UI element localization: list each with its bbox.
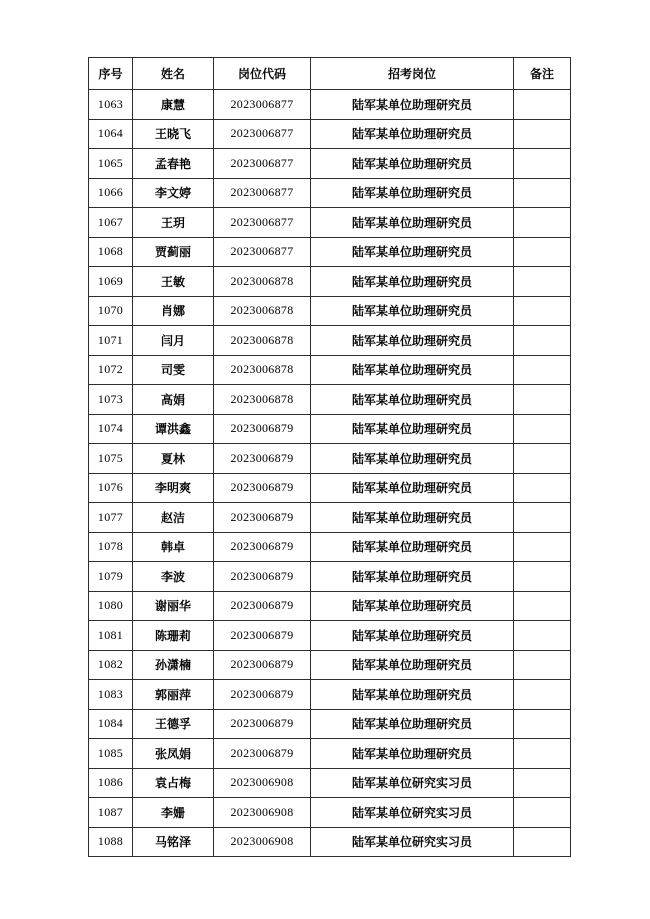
recruit-position-cell: 陆军某单位助理研究员 xyxy=(311,326,514,356)
recruit-position-cell: 陆军某单位助理研究员 xyxy=(311,178,514,208)
table-row xyxy=(89,149,571,179)
position-code-cell: 2023006879 xyxy=(214,562,311,592)
name-cell: 肖娜 xyxy=(133,296,214,326)
serial-cell: 1067 xyxy=(89,208,133,238)
position-code-cell: 2023006877 xyxy=(214,208,311,238)
recruit-position-cell: 陆军某单位助理研究员 xyxy=(311,709,514,739)
recruit-position-cell: 陆军某单位助理研究员 xyxy=(311,503,514,533)
table-row xyxy=(89,267,571,297)
table-body xyxy=(89,90,571,857)
remarks-cell xyxy=(514,503,571,533)
position-code-cell: 2023006877 xyxy=(214,178,311,208)
position-code-cell: 2023006879 xyxy=(214,473,311,503)
name-cell: 袁占梅 xyxy=(133,768,214,798)
serial-cell: 1075 xyxy=(89,444,133,474)
table-row xyxy=(89,562,571,592)
serial-cell: 1082 xyxy=(89,650,133,680)
name-cell: 李波 xyxy=(133,562,214,592)
remarks-cell xyxy=(514,296,571,326)
position-code-cell: 2023006877 xyxy=(214,119,311,149)
recruit-position-cell: 陆军某单位助理研究员 xyxy=(311,385,514,415)
recruit-position-cell: 陆军某单位助理研究员 xyxy=(311,562,514,592)
remarks-cell xyxy=(514,385,571,415)
table-row xyxy=(89,119,571,149)
remarks-cell xyxy=(514,267,571,297)
serial-cell: 1087 xyxy=(89,798,133,828)
remarks-cell xyxy=(514,709,571,739)
name-cell: 谢丽华 xyxy=(133,591,214,621)
position-code-cell: 2023006908 xyxy=(214,827,311,857)
serial-cell: 1068 xyxy=(89,237,133,267)
table-row xyxy=(89,237,571,267)
name-cell: 康慧 xyxy=(133,90,214,120)
name-cell: 王敏 xyxy=(133,267,214,297)
remarks-cell xyxy=(514,798,571,828)
table-row xyxy=(89,326,571,356)
serial-cell: 1079 xyxy=(89,562,133,592)
position-code-cell: 2023006879 xyxy=(214,503,311,533)
recruit-position-cell: 陆军某单位助理研究员 xyxy=(311,355,514,385)
name-cell: 张凤娟 xyxy=(133,739,214,769)
table-row xyxy=(89,591,571,621)
position-code-cell: 2023006878 xyxy=(214,385,311,415)
remarks-cell xyxy=(514,326,571,356)
table-row xyxy=(89,798,571,828)
position-code-cell: 2023006879 xyxy=(214,532,311,562)
remarks-cell xyxy=(514,768,571,798)
recruit-position-cell: 陆军某单位研究实习员 xyxy=(311,798,514,828)
position-code-cell: 2023006878 xyxy=(214,296,311,326)
remarks-cell xyxy=(514,621,571,651)
position-code-cell: 2023006879 xyxy=(214,414,311,444)
name-cell: 李文婷 xyxy=(133,178,214,208)
recruit-position-cell: 陆军某单位助理研究员 xyxy=(311,267,514,297)
recruit-position-cell: 陆军某单位助理研究员 xyxy=(311,591,514,621)
recruit-position-cell: 陆军某单位助理研究员 xyxy=(311,621,514,651)
name-cell: 王德孚 xyxy=(133,709,214,739)
name-cell: 郭丽萍 xyxy=(133,680,214,710)
serial-cell: 1085 xyxy=(89,739,133,769)
position-code-cell: 2023006879 xyxy=(214,739,311,769)
remarks-cell xyxy=(514,562,571,592)
remarks-cell xyxy=(514,178,571,208)
serial-cell: 1078 xyxy=(89,532,133,562)
recruit-position-cell: 陆军某单位助理研究员 xyxy=(311,473,514,503)
recruit-position-cell: 陆军某单位助理研究员 xyxy=(311,296,514,326)
name-cell: 王晓飞 xyxy=(133,119,214,149)
recruit-position-cell: 陆军某单位助理研究员 xyxy=(311,149,514,179)
name-cell: 闫月 xyxy=(133,326,214,356)
recruit-position-cell: 陆军某单位研究实习员 xyxy=(311,827,514,857)
table-header-row xyxy=(89,58,571,90)
position-code-cell: 2023006879 xyxy=(214,444,311,474)
table-row xyxy=(89,503,571,533)
serial-cell: 1086 xyxy=(89,768,133,798)
remarks-cell xyxy=(514,149,571,179)
position-code-cell: 2023006878 xyxy=(214,267,311,297)
remarks-cell xyxy=(514,739,571,769)
remarks-cell xyxy=(514,532,571,562)
table-row xyxy=(89,385,571,415)
remarks-cell xyxy=(514,827,571,857)
remarks-cell xyxy=(514,473,571,503)
name-cell: 马铭泽 xyxy=(133,827,214,857)
remarks-cell xyxy=(514,208,571,238)
recruit-position-cell: 陆军某单位助理研究员 xyxy=(311,739,514,769)
name-cell: 孙潇楠 xyxy=(133,650,214,680)
serial-cell: 1073 xyxy=(89,385,133,415)
table-row xyxy=(89,178,571,208)
name-cell: 陈珊莉 xyxy=(133,621,214,651)
position-code-cell: 2023006877 xyxy=(214,149,311,179)
serial-cell: 1088 xyxy=(89,827,133,857)
position-code-cell: 2023006877 xyxy=(214,90,311,120)
header-name: 姓名 xyxy=(133,58,214,90)
table-row xyxy=(89,650,571,680)
position-code-cell: 2023006879 xyxy=(214,709,311,739)
serial-cell: 1083 xyxy=(89,680,133,710)
name-cell: 贾蓟丽 xyxy=(133,237,214,267)
recruit-position-cell: 陆军某单位助理研究员 xyxy=(311,90,514,120)
header-remarks: 备注 xyxy=(514,58,571,90)
name-cell: 孟春艳 xyxy=(133,149,214,179)
recruit-position-cell: 陆军某单位助理研究员 xyxy=(311,680,514,710)
name-cell: 李明爽 xyxy=(133,473,214,503)
table-row xyxy=(89,208,571,238)
table-row xyxy=(89,473,571,503)
header-position-code: 岗位代码 xyxy=(214,58,311,90)
serial-cell: 1080 xyxy=(89,591,133,621)
serial-cell: 1077 xyxy=(89,503,133,533)
remarks-cell xyxy=(514,444,571,474)
remarks-cell xyxy=(514,119,571,149)
serial-cell: 1074 xyxy=(89,414,133,444)
table-row xyxy=(89,709,571,739)
table-row xyxy=(89,296,571,326)
serial-cell: 1070 xyxy=(89,296,133,326)
serial-cell: 1069 xyxy=(89,267,133,297)
remarks-cell xyxy=(514,414,571,444)
recruit-position-cell: 陆军某单位助理研究员 xyxy=(311,237,514,267)
position-code-cell: 2023006879 xyxy=(214,680,311,710)
remarks-cell xyxy=(514,237,571,267)
name-cell: 王玥 xyxy=(133,208,214,238)
name-cell: 高娟 xyxy=(133,385,214,415)
recruitment-roster-table xyxy=(88,57,571,857)
name-cell: 司雯 xyxy=(133,355,214,385)
position-code-cell: 2023006879 xyxy=(214,621,311,651)
table-row xyxy=(89,444,571,474)
table-row xyxy=(89,827,571,857)
table-row xyxy=(89,680,571,710)
table-row xyxy=(89,355,571,385)
remarks-cell xyxy=(514,591,571,621)
remarks-cell xyxy=(514,90,571,120)
name-cell: 赵洁 xyxy=(133,503,214,533)
name-cell: 谭洪鑫 xyxy=(133,414,214,444)
serial-cell: 1072 xyxy=(89,355,133,385)
name-cell: 韩卓 xyxy=(133,532,214,562)
recruit-position-cell: 陆军某单位助理研究员 xyxy=(311,414,514,444)
recruit-position-cell: 陆军某单位助理研究员 xyxy=(311,444,514,474)
table-row xyxy=(89,532,571,562)
serial-cell: 1076 xyxy=(89,473,133,503)
remarks-cell xyxy=(514,355,571,385)
name-cell: 李姗 xyxy=(133,798,214,828)
serial-cell: 1063 xyxy=(89,90,133,120)
serial-cell: 1065 xyxy=(89,149,133,179)
position-code-cell: 2023006908 xyxy=(214,768,311,798)
position-code-cell: 2023006878 xyxy=(214,326,311,356)
position-code-cell: 2023006877 xyxy=(214,237,311,267)
serial-cell: 1081 xyxy=(89,621,133,651)
recruit-position-cell: 陆军某单位研究实习员 xyxy=(311,768,514,798)
recruit-position-cell: 陆军某单位助理研究员 xyxy=(311,119,514,149)
recruit-position-cell: 陆军某单位助理研究员 xyxy=(311,650,514,680)
table-row xyxy=(89,414,571,444)
header-recruit-position: 招考岗位 xyxy=(311,58,514,90)
position-code-cell: 2023006878 xyxy=(214,355,311,385)
table-row xyxy=(89,768,571,798)
serial-cell: 1064 xyxy=(89,119,133,149)
position-code-cell: 2023006879 xyxy=(214,650,311,680)
position-code-cell: 2023006908 xyxy=(214,798,311,828)
table-row xyxy=(89,90,571,120)
recruit-position-cell: 陆军某单位助理研究员 xyxy=(311,208,514,238)
recruit-position-cell: 陆军某单位助理研究员 xyxy=(311,532,514,562)
remarks-cell xyxy=(514,680,571,710)
position-code-cell: 2023006879 xyxy=(214,591,311,621)
serial-cell: 1066 xyxy=(89,178,133,208)
header-serial-number: 序号 xyxy=(89,58,133,90)
table-row xyxy=(89,621,571,651)
name-cell: 夏林 xyxy=(133,444,214,474)
table-row xyxy=(89,739,571,769)
serial-cell: 1071 xyxy=(89,326,133,356)
remarks-cell xyxy=(514,650,571,680)
serial-cell: 1084 xyxy=(89,709,133,739)
